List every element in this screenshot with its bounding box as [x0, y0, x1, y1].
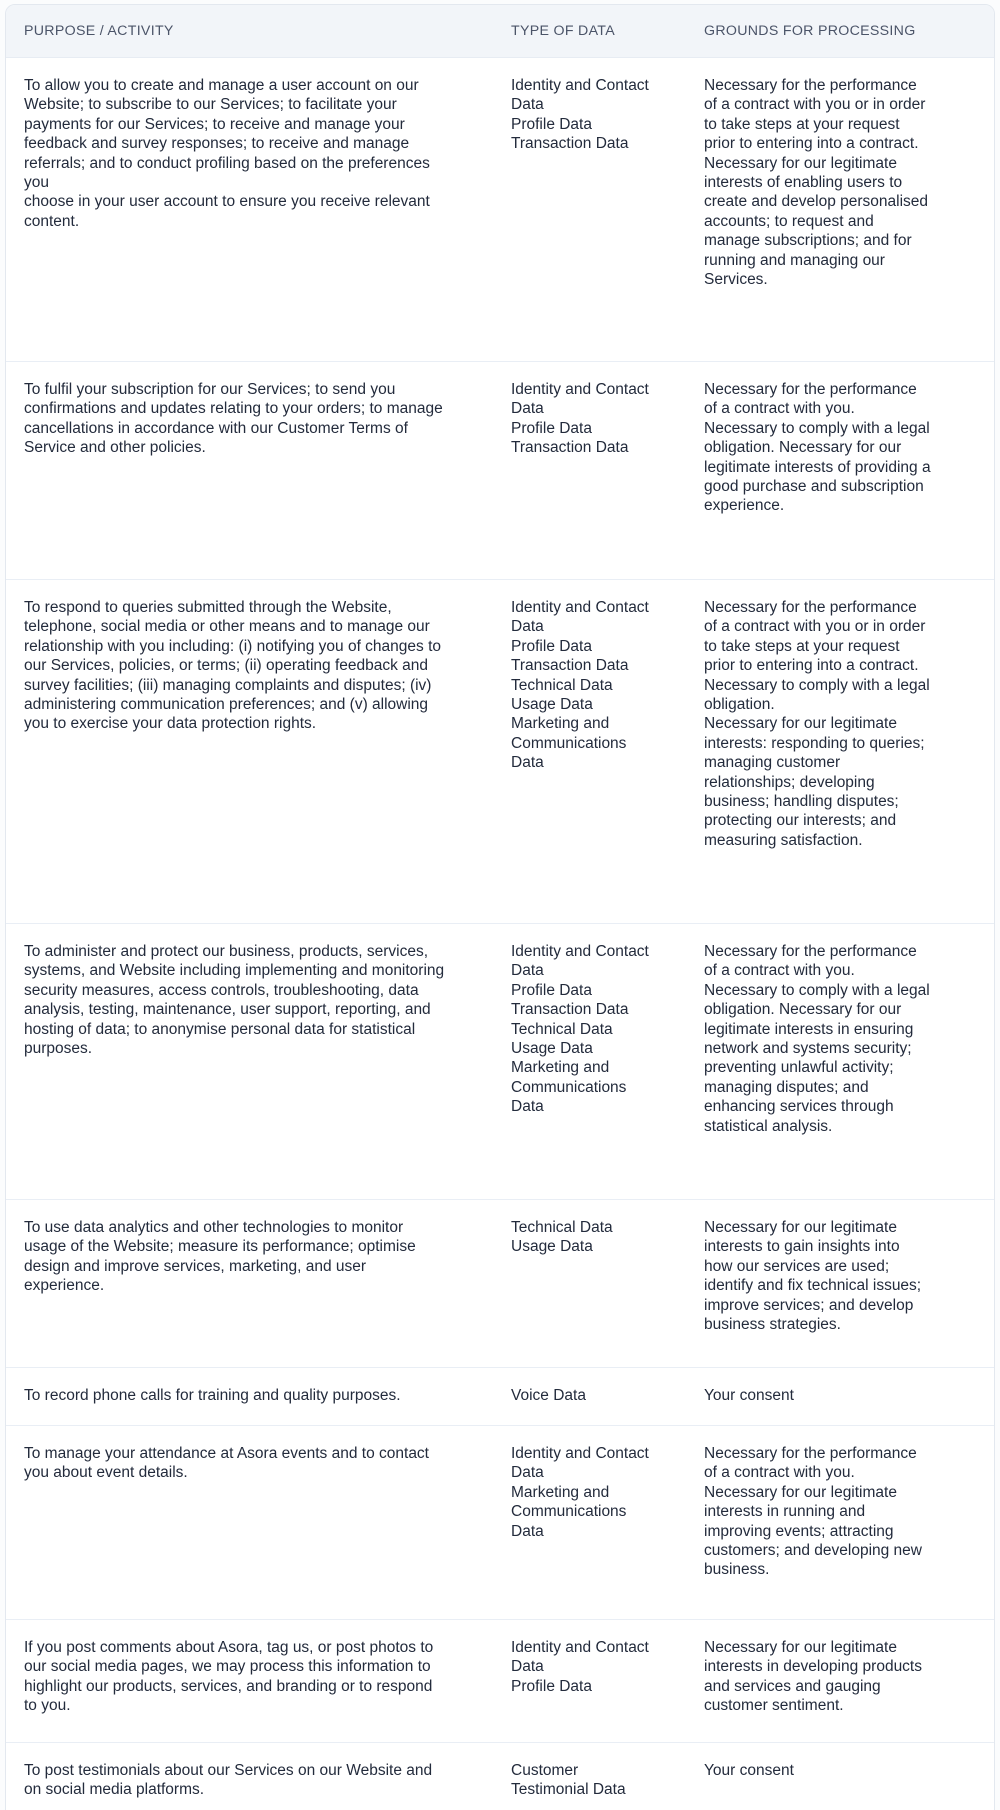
grounds-cell	[689, 1200, 932, 1350]
table-header-row	[6, 5, 994, 58]
data-type: Technical Data	[511, 1219, 613, 1236]
data-type: Profile Data	[511, 419, 592, 437]
grounds-cell	[689, 1620, 932, 1732]
table-row	[6, 580, 994, 924]
data-type: Usage Data	[511, 696, 593, 714]
purpose-paragraph: To use data analytics and other technologies to monitor usage of the Website; measure its performance; optimise design and improve services, marketing, and user experience.	[24, 1219, 416, 1295]
grounds-paragraph: Necessary for the performance of a contract with you. Necessary to comply with a legal obligation. Necessary for our legitimate interests in ensuring network and systems security; preventing unlawful activity; managing disputes; and enhancing services through statistical analysis.	[704, 943, 930, 1135]
grounds-paragraph: Necessary for the performance of a contract with you. Necessary to comply with a legal obligation. Necessary for our legitimate interests of providing a good purchase and subscription experience.	[704, 381, 931, 515]
purpose-cell	[6, 1743, 449, 1810]
grounds-cell	[689, 58, 932, 305]
data-type: Identity and Contact Data	[511, 943, 649, 980]
table-row	[6, 1743, 994, 1810]
purpose-paragraph: To fulfil your subscription for our Services; to send you confirmations and updates relating to your orders; to manage cancellations in accordance with our Customer Terms of Service and other policies.	[24, 381, 443, 457]
grounds-paragraph: Necessary for our legitimate interests to gain insights into how our services are used; identify and fix technical issues; improve services; and develop business strategies.	[704, 1219, 922, 1334]
purpose-cell	[6, 580, 449, 750]
table-row	[6, 58, 994, 362]
grounds-paragraph: Necessary for the performance of a contract with you or in order to take steps at your request prior to entering into a contract.	[704, 77, 926, 153]
grounds-paragraph: Your consent	[704, 1387, 794, 1404]
type-of-data-cell	[491, 924, 653, 1133]
grounds-cell	[689, 580, 932, 866]
purpose-cell	[6, 362, 449, 474]
data-type: Profile Data	[511, 115, 592, 133]
data-type: Identity and Contact Data	[511, 1445, 649, 1482]
type-of-data-cell	[491, 58, 653, 170]
grounds-cell	[689, 1743, 932, 1796]
purpose-paragraph: To manage your attendance at Asora events and to contact you about event details.	[24, 1445, 429, 1482]
grounds-paragraph: Your consent	[704, 1762, 794, 1779]
data-type: Technical Data	[511, 676, 613, 694]
data-type: Transaction Data	[511, 439, 629, 457]
purpose-cell	[6, 1200, 449, 1312]
purpose-cell	[6, 924, 449, 1074]
data-type: Profile Data	[511, 1677, 592, 1695]
type-of-data-cell	[491, 1200, 653, 1273]
grounds-cell	[689, 1426, 932, 1596]
data-type: Usage Data	[511, 1238, 593, 1256]
type-of-data-cell	[491, 1368, 653, 1421]
grounds-paragraph: Necessary for our legitimate interests in developing products and services and gauging customer sentiment.	[704, 1639, 922, 1715]
table-row	[6, 362, 994, 580]
data-type: Transaction Data	[511, 1001, 629, 1019]
data-type: Usage Data	[511, 1040, 593, 1058]
data-type: Transaction Data	[511, 657, 629, 675]
data-type: Transaction Data	[511, 135, 629, 153]
grounds-cell	[689, 924, 932, 1152]
data-type: Identity and Contact Data	[511, 381, 649, 418]
data-type: Identity and Contact Data	[511, 77, 649, 114]
purpose-paragraph: If you post comments about Asora, tag us, or post photos to our social media pages, we may process this information to highlight our products, services, and branding or to respond to you.	[24, 1639, 434, 1715]
data-type: Profile Data	[511, 637, 592, 655]
column-header-type-of-data: TYPE OF DATA	[511, 23, 615, 39]
column-header-grounds: GROUNDS FOR PROCESSING	[704, 23, 916, 39]
grounds-paragraph: Necessary for our legitimate interests: responding to queries; managing customer relationships; developing business; handling disputes; protecting our interests; and measuring satisfaction.	[704, 715, 925, 849]
table-row	[6, 924, 994, 1200]
purpose-paragraph: To respond to queries submitted through the Website, telephone, social media or other means and to manage our relationship with you including: (i) notifying you of changes to our Services, policies, or terms; (ii) operating feedback and survey facilities; (iii) managing complaints and disputes; (iv) administering communication preferences; and (v) allowing you to exercise your data protection rights.	[24, 599, 442, 733]
table-row	[6, 1368, 994, 1426]
purpose-cell	[6, 58, 449, 247]
data-type: Customer Testimonial Data	[511, 1762, 626, 1799]
column-header-purpose: PURPOSE / ACTIVITY	[24, 23, 174, 39]
data-type: Marketing and Communications Data	[511, 1059, 627, 1116]
table-row	[6, 1200, 994, 1368]
privacy-processing-table-card	[5, 4, 995, 1810]
data-type: Identity and Contact Data	[511, 599, 649, 636]
purpose-cell	[6, 1426, 449, 1499]
data-type: Profile Data	[511, 981, 592, 999]
purpose-paragraph: To administer and protect our business, products, services, systems, and Website including implementing and monitoring security measures, access controls, troubleshooting, data analysis, testing, maintenance, user support, reporting, and hosting of data; to anonymise personal data for statistical purposes.	[24, 943, 445, 1058]
grounds-cell	[689, 1368, 932, 1421]
data-type: Identity and Contact Data	[511, 1639, 649, 1676]
table-row	[6, 1426, 994, 1620]
purpose-cell	[6, 1368, 449, 1421]
data-type: Marketing and Communications Data	[511, 715, 627, 772]
type-of-data-cell	[491, 1743, 653, 1810]
purpose-cell	[6, 1620, 449, 1732]
data-type: Marketing and Communications Data	[511, 1483, 627, 1540]
grounds-paragraph: Necessary for our legitimate interests of enabling users to create and develop personalised accounts; to request and manage subscriptions; and for running and managing our Services.	[704, 154, 929, 289]
purpose-paragraph: choose in your user account to ensure you receive relevant content.	[24, 193, 430, 230]
type-of-data-cell	[491, 1620, 653, 1712]
purpose-paragraph: To allow you to create and manage a user account on our Website; to subscribe to our Services; to facilitate your payments for our Services; to receive and manage your feedback and survey responses; to receive and manage referrals; and to conduct profiling based on the preferences you	[24, 77, 430, 192]
data-type: Technical Data	[511, 1020, 613, 1038]
type-of-data-cell	[491, 362, 653, 474]
table-row	[6, 1620, 994, 1743]
grounds-paragraph: Necessary for the performance of a contract with you. Necessary for our legitimate interests in running and improving events; attracting customers; and developing new business.	[704, 1445, 922, 1579]
grounds-cell	[689, 362, 932, 532]
purpose-paragraph: To post testimonials about our Services on our Website and on social media platforms.	[24, 1762, 433, 1799]
type-of-data-cell	[491, 1426, 653, 1557]
grounds-paragraph: Necessary for the performance of a contract with you or in order to take steps at your request prior to entering into a contract. Necessary to comply with a legal obligation.	[704, 599, 930, 714]
purpose-paragraph: To record phone calls for training and quality purposes.	[24, 1387, 401, 1404]
data-type: Voice Data	[511, 1387, 586, 1404]
type-of-data-cell	[491, 580, 653, 789]
